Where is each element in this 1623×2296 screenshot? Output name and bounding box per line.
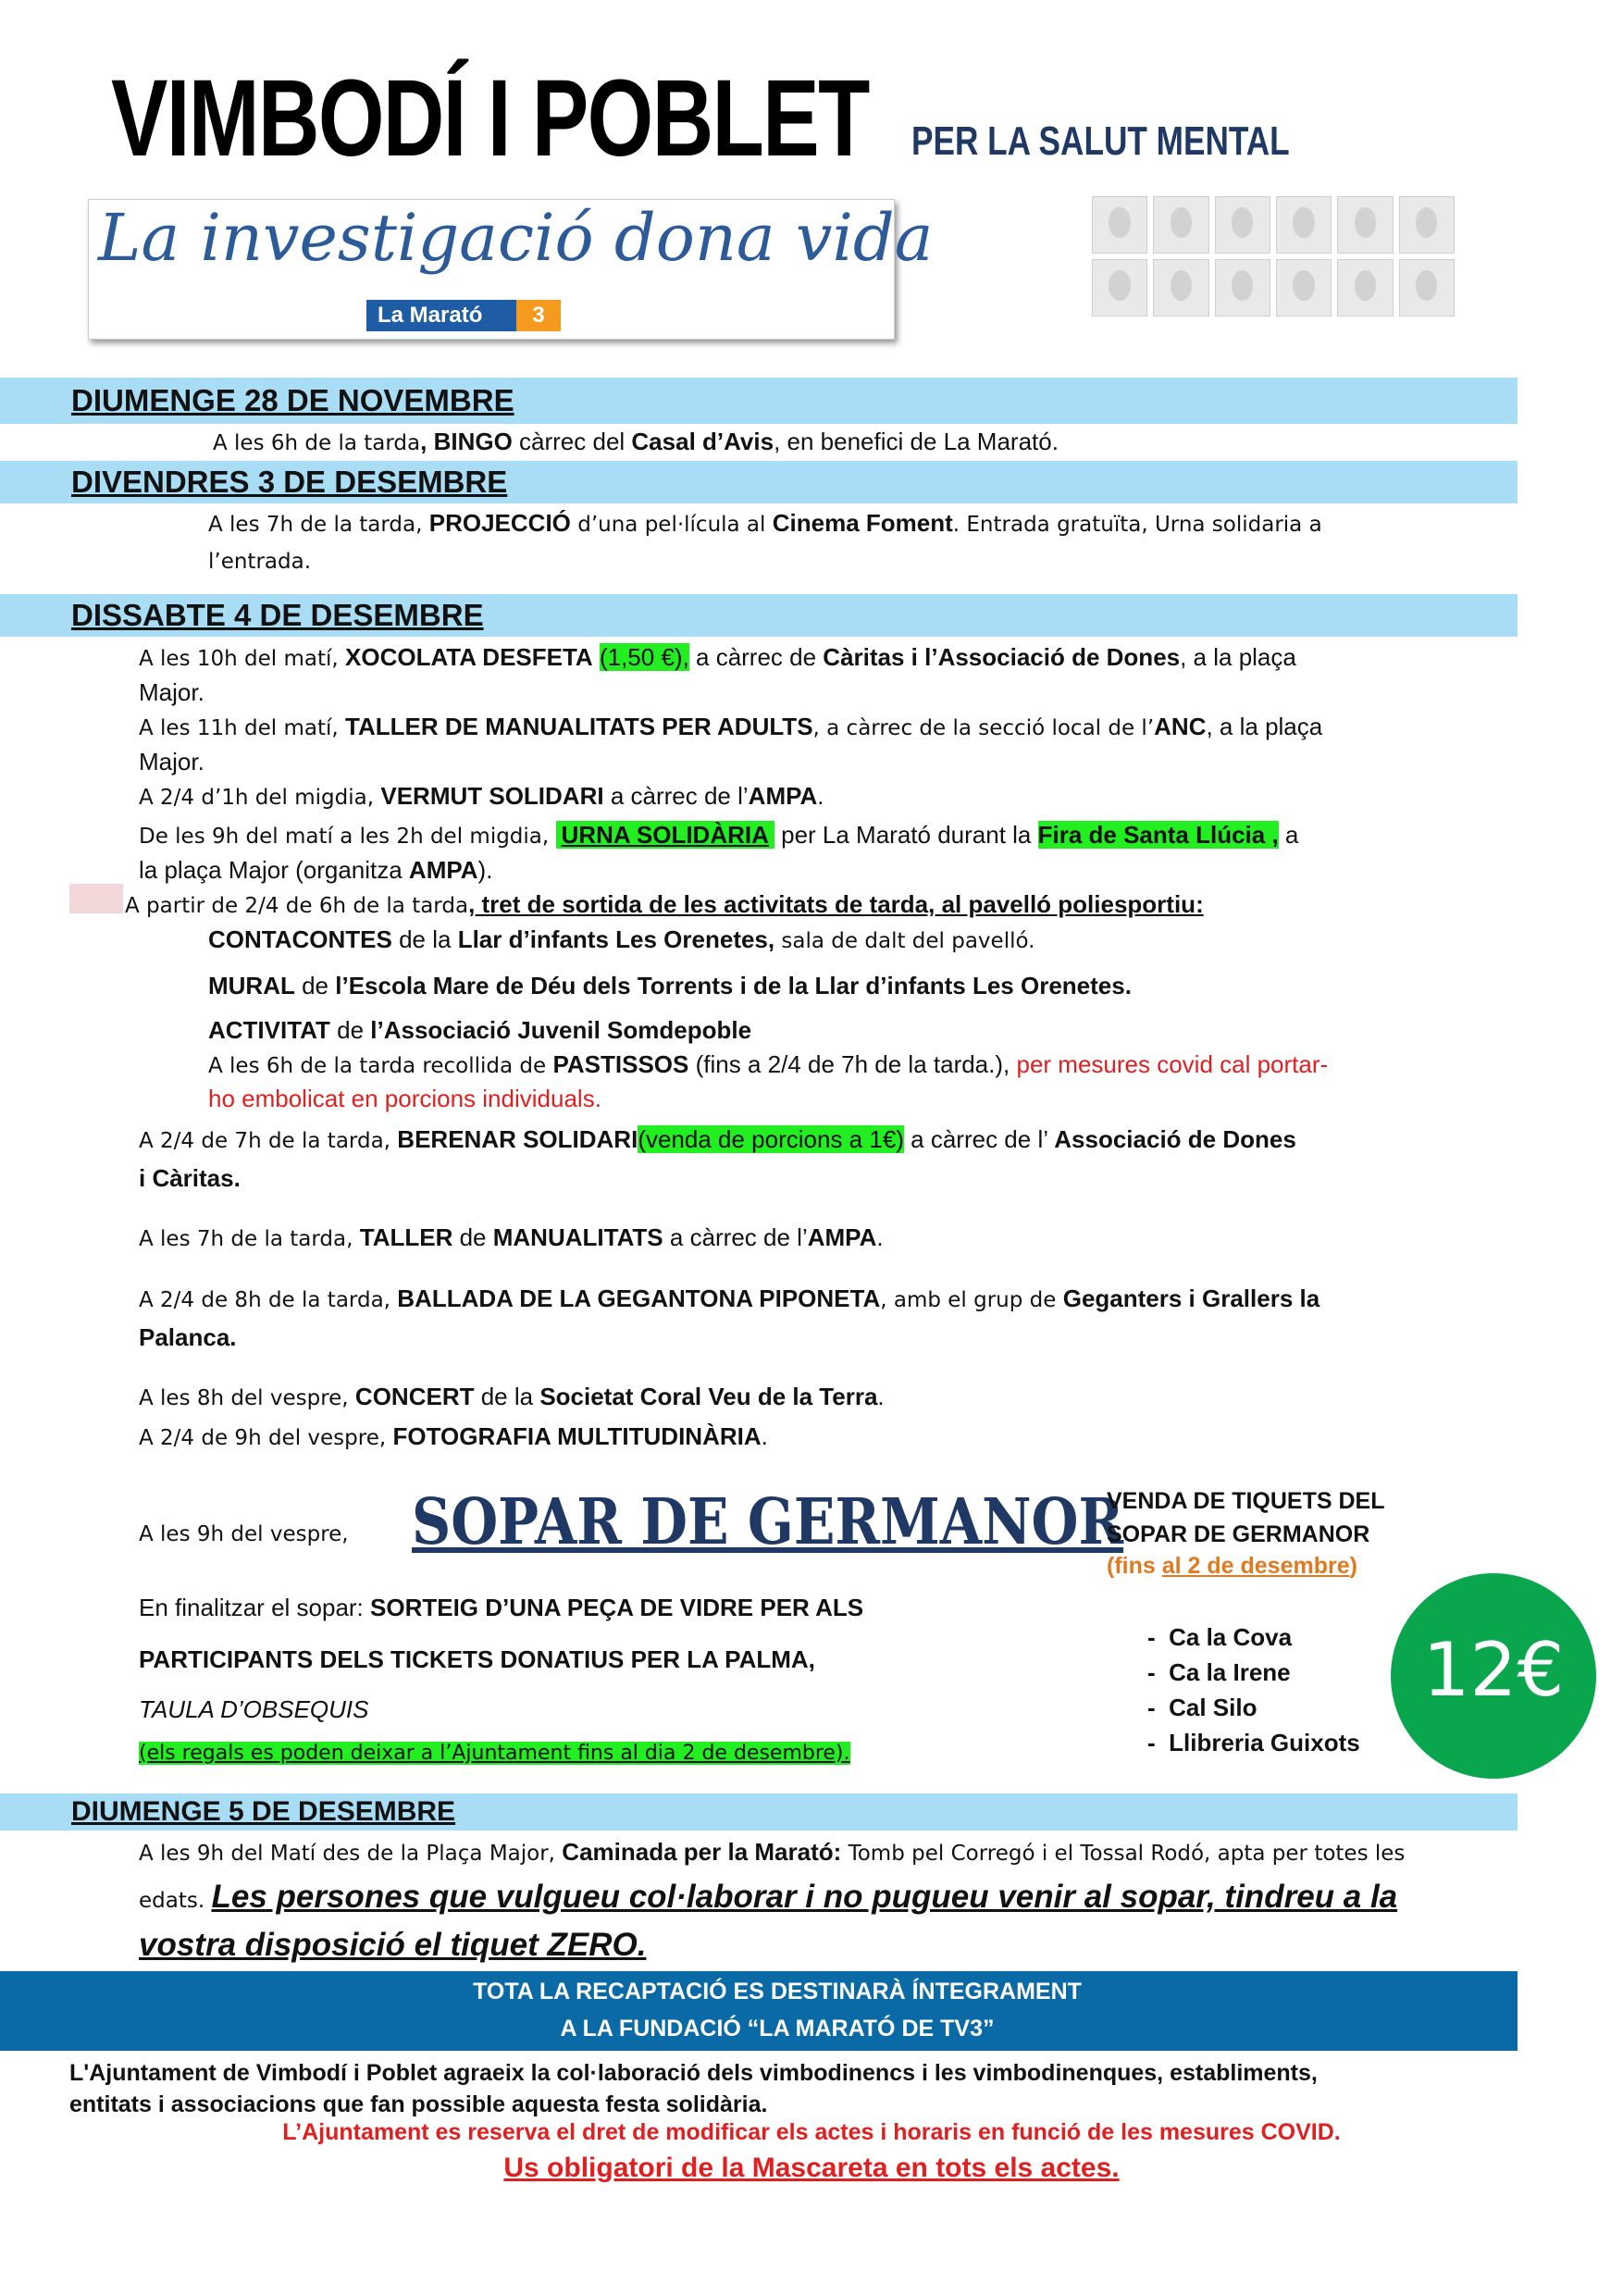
portrait-image [1399, 259, 1455, 316]
logo-badge [366, 300, 561, 331]
day-heading-band [0, 594, 1518, 637]
event-line: A partir de 2/4 de 6h de la tarda, tret de sortida de les activitats de tarda, al pavelló poliesportiu: [125, 890, 1204, 918]
event-line: la plaça Major (organitza AMPA). [139, 856, 493, 884]
event-line: A les 7h de la tarda, PROJECCIÓ d’una pel·lícula al Cinema Foment. Entrada gratuïta, Urna solidaria a [208, 509, 1322, 537]
mask-notice: Us obligatori de la Mascareta en tots els actes. [503, 2153, 1120, 2183]
portrait-image [1092, 196, 1147, 254]
event-line: A les 10h del matí, XOCOLATA DESFETA (1,50 €), a càrrec de Càritas i l’Associació de Dones, a la plaça [139, 643, 1296, 671]
covid-notice: L’Ajuntament es reserva el dret de modificar els actes i horaris en funció de les mesures COVID. [282, 2119, 1341, 2145]
portraits-collage [1092, 196, 1455, 316]
tickets-places-list [1147, 1620, 1360, 1760]
day-heading: DISSABTE 4 DE DESEMBRE [71, 598, 484, 632]
portrait-image [1337, 259, 1393, 316]
marato-logo [88, 199, 934, 340]
portrait-image [1276, 259, 1332, 316]
portrait-image [1215, 259, 1270, 316]
portrait-image [1092, 259, 1147, 316]
event-line: Major. [139, 678, 204, 706]
event-line: A les 7h de la tarda, TALLER de MANUALITATS a càrrec de l’AMPA. [139, 1223, 884, 1251]
event-line: A 2/4 de 9h del vespre, FOTOGRAFIA MULTITUDINÀRIA. [139, 1422, 768, 1450]
day-heading-band [0, 461, 1518, 503]
footer-band-line: A LA FUNDACIÓ “LA MARATÓ DE TV3” [560, 2016, 995, 2042]
event-line: A les 9h del vespre, [139, 1522, 349, 1546]
list-item: - Ca la Irene [1147, 1658, 1291, 1686]
footer-band [0, 1971, 1518, 2051]
event-line: En finalitzar el sopar: SORTEIG D’UNA PEÇA DE VIDRE PER ALS [139, 1594, 864, 1621]
logo-slogan: La investigació dona vida [98, 200, 934, 276]
page-title: VIMBODÍ I POBLET [111, 57, 869, 180]
event-line: A les 6h de la tarda recollida de PASTISSOS (fins a 2/4 de 7h de la tarda.), per mesures covid cal portar- [208, 1050, 1329, 1078]
day-heading-band [0, 378, 1518, 424]
event-line: A 2/4 de 7h de la tarda, BERENAR SOLIDARI(venda de porcions a 1€) a càrrec de l’ Associació de Dones [139, 1125, 1296, 1153]
event-line: (els regals es poden deixar a l’Ajuntament fins al dia 2 de desembre). [139, 1742, 850, 1765]
portrait-image [1215, 196, 1270, 254]
day-heading: DIVENDRES 3 DE DESEMBRE [71, 465, 508, 499]
event-line: A les 9h del Matí des de la Plaça Major, Caminada per la Marató: Tomb pel Corregó i el Tossal Rodó, apta per totes les [139, 1838, 1406, 1866]
portrait-image [1153, 259, 1208, 316]
event-line: MURAL de l’Escola Mare de Déu dels Torrents i de la Llar d’infants Les Orenetes. [208, 972, 1132, 999]
portrait-image [1337, 196, 1393, 254]
footer-band-line: TOTA LA RECAPTACIÓ ES DESTINARÀ ÍNTEGRAMENT [473, 1979, 1082, 2004]
sopar-heading: SOPAR DE GERMANOR [412, 1485, 1124, 1559]
event-line: A 2/4 d’1h del migdia, VERMUT SOLIDARI a càrrec de l’AMPA. [139, 782, 824, 810]
event-line: A les 8h del vespre, CONCERT de la Societat Coral Veu de la Terra. [139, 1383, 885, 1410]
event-line: i Càritas. [139, 1164, 241, 1192]
list-item: - Cal Silo [1147, 1694, 1258, 1721]
list-item: - Ca la Cova [1147, 1623, 1293, 1651]
day-heading: DIUMENGE 5 DE DESEMBRE [71, 1796, 456, 1827]
event-line: vostra disposició el tiquet ZERO. [139, 1927, 647, 1963]
event-line: A les 6h de la tarda, BINGO càrrec del Casal d’Avis, en benefici de La Marató. [213, 428, 1059, 455]
portrait-image [1276, 196, 1332, 254]
tv3-icon: 3 [516, 300, 561, 331]
event-line: l’entrada. [208, 550, 312, 574]
event-line: CONTACONTES de la Llar d’infants Les Orenetes, sala de dalt del pavelló. [208, 925, 1035, 953]
list-item: - Llibreria Guixots [1147, 1729, 1360, 1756]
decorative-marker [69, 884, 123, 913]
event-line: Palanca. [139, 1323, 237, 1351]
portrait-image [1153, 196, 1208, 254]
event-line: Major. [139, 748, 204, 776]
event-line: ho embolicat en porcions individuals. [208, 1085, 601, 1112]
tickets-heading: SOPAR DE GERMANOR [1107, 1521, 1370, 1547]
event-line: ACTIVITAT de l’Associació Juvenil Somdepoble [208, 1016, 752, 1044]
portrait-image [1399, 196, 1455, 254]
event-line: A 2/4 de 8h de la tarda, BALLADA DE LA GEGANTONA PIPONETA, amb el grup de Geganters i Grallers la [139, 1285, 1320, 1312]
page-subtitle: PER LA SALUT MENTAL [911, 118, 1290, 164]
event-line: TAULA D’OBSEQUIS [139, 1695, 369, 1723]
event-line: edats. Les persones que vulgueu col·laborar i no pugueu venir al sopar, tindreu a la [139, 1879, 1398, 1915]
event-line: De les 9h del matí a les 2h del migdia, URNA SOLIDÀRIA per La Marató durant la Fira de Santa Llúcia , a [139, 821, 1299, 849]
day-heading: DIUMENGE 28 DE NOVEMBRE [71, 383, 514, 417]
day-heading-band [0, 1793, 1518, 1831]
event-line: A les 11h del matí, TALLER DE MANUALITATS PER ADULTS, a càrrec de la secció local de l’ANC, a la plaça [139, 713, 1323, 740]
price-label: 12€ [1422, 1627, 1565, 1713]
tickets-deadline: (fins al 2 de desembre) [1107, 1553, 1357, 1579]
price-circle [1391, 1573, 1596, 1779]
event-line: PARTICIPANTS DELS TICKETS DONATIUS PER LA PALMA, [139, 1645, 815, 1673]
tickets-heading: VENDA DE TIQUETS DEL [1107, 1488, 1385, 1514]
thanks-text: entitats i associacions que fan possible aquesta festa solidària. [69, 2091, 768, 2117]
logo-badge-label: La Marató [378, 303, 483, 328]
thanks-text: L'Ajuntament de Vimbodí i Poblet agraeix la col·laboració dels vimbodinencs i les vimbodinenques, establiments, [69, 2060, 1318, 2086]
